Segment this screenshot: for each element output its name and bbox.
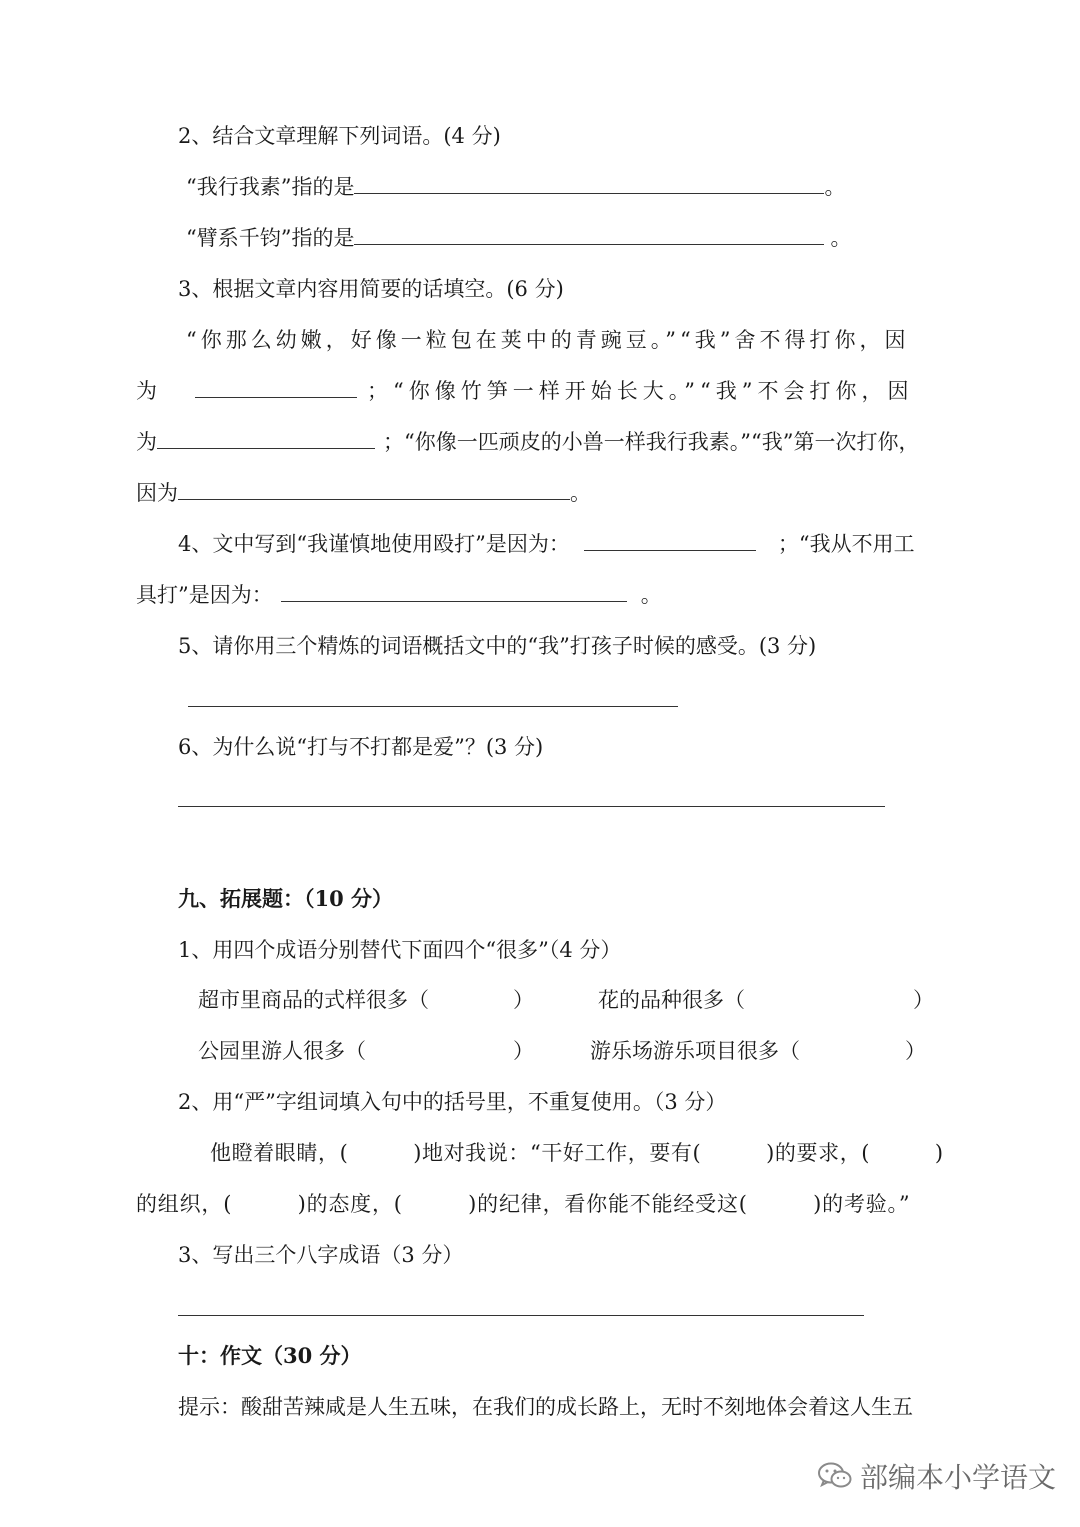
s9-q1-item-d: 游乐场游乐项目很多（ ） (590, 1039, 926, 1063)
answer-blank[interactable] (195, 377, 357, 398)
answer-blank[interactable] (354, 173, 824, 194)
q3-para2 (136, 377, 913, 405)
wechat-icon (818, 1462, 852, 1490)
q4-line2 (136, 581, 662, 609)
s9-q1-item-c: 公园里游人很多（ ） (198, 1039, 534, 1063)
watermark-name: 部编本小学语文 (860, 1461, 1057, 1494)
s9-q1-title: 1、用四个成语分别替代下面四个“很多”（4 分） (178, 938, 622, 962)
q3-para4-prefix: 因为 (136, 481, 178, 505)
s9-q1-item-a: 超市里商品的式样很多（ ） (198, 988, 534, 1012)
q3-para4 (136, 479, 591, 507)
s9-q2-title: 2、用“严”字组词填入句中的括号里，不重复使用。（3 分） (178, 1090, 727, 1114)
q4-line1-prefix: 4、文中写到“我谨慎地使用殴打”是因为： (178, 532, 570, 556)
answer-blank[interactable] (157, 428, 375, 449)
q2-title: 2、结合文章理解下列词语。(4 分) (178, 124, 501, 148)
q4-line2-prefix: 具打”是因为： (136, 583, 273, 607)
q5-answer-line[interactable] (188, 706, 678, 707)
q3-para3 (136, 428, 919, 456)
s9-q1-item-b: 花的品种很多（ ） (598, 988, 934, 1012)
q3-title: 3、根据文章内容用简要的话填空。(6 分) (178, 277, 564, 301)
q2-line1 (186, 173, 845, 201)
q5-title: 5、请你用三个精炼的词语概括文中的“我”打孩子时候的感受。(3 分) (178, 634, 817, 658)
q3-para2-suffix: ；“你像竹笋一样开始长大。”“我”不会打你，因 (367, 379, 914, 403)
q3-para3-prefix: 为 (136, 430, 157, 454)
watermark (818, 1456, 1056, 1496)
q2-line1-suffix: 。 (824, 175, 846, 199)
q2-line2 (186, 224, 851, 252)
q6-title: 6、为什么说“打与不打都是爱”？(3 分) (178, 735, 544, 759)
answer-blank[interactable] (178, 479, 570, 500)
s9-q3-title: 3、写出三个八字成语（3 分） (178, 1243, 464, 1267)
answer-blank[interactable] (584, 530, 756, 551)
q3-para2-prefix: 为 (136, 379, 157, 403)
q3-para1: “你那么幼嫩，好像一粒包在荚中的青豌豆。”“我”舍不得打你，因 (186, 328, 910, 352)
q2-line2-prefix: “臂系千钧”指的是 (186, 226, 355, 250)
answer-blank[interactable] (281, 581, 627, 602)
s9-q2-line2: 的组织，( )的态度，( )的纪律，看你能不能经受这( )的考验。” (136, 1192, 911, 1216)
q2-line2-suffix: 。 (830, 226, 852, 250)
q3-para3-suffix: ；“你像一匹顽皮的小兽一样我行我素。”“我”第一次打你， (383, 430, 920, 454)
section-9-heading: 九、拓展题：（10 分） (178, 886, 394, 911)
q4-line2-suffix: 。 (640, 583, 662, 607)
q4-line1-suffix: ；“我从不用工 (777, 532, 915, 556)
q6-answer-line[interactable] (178, 806, 885, 807)
section-10-heading: 十：作文（30 分） (178, 1343, 362, 1368)
answer-blank[interactable] (354, 224, 824, 245)
q4-line1 (178, 530, 915, 558)
s9-q3-answer-line[interactable] (178, 1315, 864, 1316)
q3-para4-suffix: 。 (570, 481, 591, 505)
q2-line1-prefix: “我行我素”指的是 (186, 175, 355, 199)
s10-prompt: 提示：酸甜苦辣咸是人生五味，在我们的成长路上，无时不刻地体会着这人生五 (178, 1395, 913, 1419)
s9-q2-line1: 他瞪着眼睛，( )地对我说：“干好工作，要有( )的要求，( ) (210, 1141, 944, 1165)
